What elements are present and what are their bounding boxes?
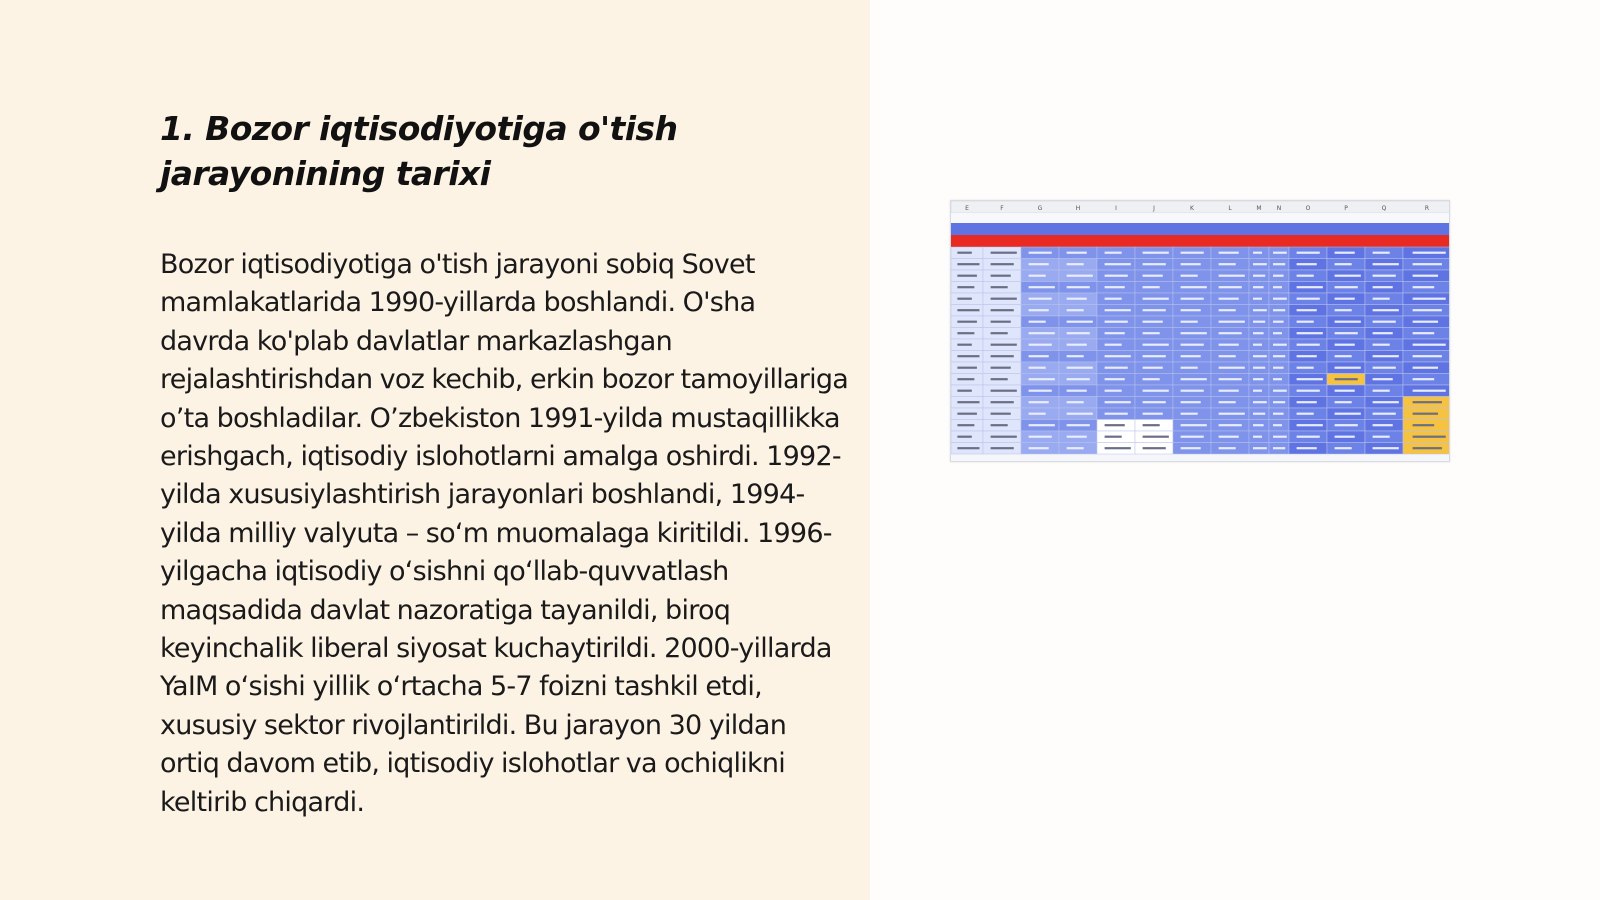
sheet-cell-value-mark xyxy=(1029,390,1052,392)
sheet-cell-value-mark xyxy=(1143,275,1163,277)
sheet-cell-value-mark xyxy=(1181,263,1201,265)
sheet-cell-value-mark xyxy=(957,275,977,277)
sheet-cell-value-mark xyxy=(1067,344,1087,346)
sheet-cell-value-mark xyxy=(1273,436,1287,438)
sheet-cell-value-mark xyxy=(1335,286,1358,288)
sheet-cell-value-mark xyxy=(1373,263,1399,265)
sheet-cell-value-mark xyxy=(1297,424,1323,426)
sheet-cell-value-mark xyxy=(1413,390,1446,392)
sheet-cell-value-mark xyxy=(1373,436,1390,438)
sheet-cell-value-mark xyxy=(957,436,971,438)
sheet-cell-value-mark xyxy=(1253,263,1267,265)
sheet-cell-value-mark xyxy=(1143,332,1160,334)
sheet-cell-value-mark xyxy=(1143,413,1163,415)
sheet-cell-value-mark xyxy=(1253,378,1264,380)
sheet-cell-value-mark xyxy=(1335,424,1358,426)
sheet-cell-value-mark xyxy=(991,263,1014,265)
sheet-cell-value-mark xyxy=(1335,436,1355,438)
sheet-column-letter: M xyxy=(1256,205,1262,212)
sheet-cell-value-mark xyxy=(1373,286,1393,288)
sheet-cell-value-mark xyxy=(1029,298,1052,300)
sheet-column-letter: P xyxy=(1344,205,1348,212)
sheet-cell-value-mark xyxy=(1335,447,1352,449)
sheet-cell-value-mark xyxy=(1273,355,1285,357)
sheet-cell-value-mark xyxy=(1105,424,1125,426)
sheet-cell-value-mark xyxy=(1335,321,1361,323)
sheet-cell-value-mark xyxy=(1413,424,1435,426)
sheet-cell-value-mark xyxy=(1181,413,1198,415)
sheet-cell-value-mark xyxy=(1181,378,1207,380)
sheet-cell-value-mark xyxy=(1335,263,1352,265)
sheet-cell-value-mark xyxy=(1143,298,1169,300)
sheet-cell-value-mark xyxy=(1105,436,1122,438)
slide-title: 1. Bozor iqtisodiyotiga o'tish jarayonining tarixi xyxy=(160,109,678,193)
sheet-cell-value-mark xyxy=(1335,367,1361,369)
sheet-cell-value-mark xyxy=(1143,436,1169,438)
sheet-cell-value-mark xyxy=(1273,332,1282,334)
sheet-cell-value-mark xyxy=(991,286,1008,288)
sheet-cell-value-mark xyxy=(1335,275,1361,277)
sheet-column-letter: L xyxy=(1228,205,1232,212)
sheet-cell-value-mark xyxy=(1067,367,1093,369)
sheet-column-letter: I xyxy=(1115,205,1117,212)
sheet-cell-value-mark xyxy=(1335,298,1355,300)
sheet-cell-value-mark xyxy=(1029,309,1049,311)
sheet-cell-value-mark xyxy=(1373,378,1393,380)
sheet-cell-value-mark xyxy=(1413,413,1438,415)
sheet-cell-value-mark xyxy=(1105,321,1128,323)
sheet-cell-value-mark xyxy=(1273,390,1287,392)
sheet-cell-value-mark xyxy=(1105,413,1128,415)
sheet-cell-value-mark xyxy=(1029,344,1052,346)
sheet-cell-value-mark xyxy=(1297,390,1320,392)
sheet-cell-value-mark xyxy=(1219,275,1245,277)
sheet-cell-value-mark xyxy=(957,390,971,392)
sheet-cell-value-mark xyxy=(1413,321,1438,323)
sheet-cell-value-mark xyxy=(1219,321,1245,323)
sheet-cell-value-mark xyxy=(957,401,979,403)
sheet-cell-value-mark xyxy=(1253,286,1264,288)
sheet-cell-value-mark xyxy=(1253,355,1267,357)
sheet-column-letter: E xyxy=(965,205,969,212)
sheet-cell-value-mark xyxy=(1273,275,1284,277)
sheet-cell-value-mark xyxy=(1219,424,1242,426)
sheet-cell-value-mark xyxy=(1413,286,1435,288)
sheet-cell-value-mark xyxy=(1335,252,1355,254)
sheet-cell-value-mark xyxy=(1335,344,1355,346)
sheet-cell-value-mark xyxy=(991,401,1014,403)
sheet-cell-value-mark xyxy=(1181,252,1204,254)
sheet-cell-value-mark xyxy=(1067,286,1090,288)
sheet-cell-value-mark xyxy=(1219,390,1239,392)
sheet-cell-value-mark xyxy=(1105,252,1122,254)
sheet-cell-value-mark xyxy=(1273,286,1282,288)
sheet-cell-value-mark xyxy=(1297,275,1314,277)
sheet-cell-value-mark xyxy=(1029,367,1046,369)
sheet-cell-value-mark xyxy=(1181,436,1204,438)
sheet-cell-value-mark xyxy=(1253,275,1265,277)
sheet-cell-value-mark xyxy=(1335,390,1355,392)
sheet-cell-value-mark xyxy=(1297,298,1320,300)
sheet-cell-value-mark xyxy=(1253,390,1262,392)
sheet-column-letter: R xyxy=(1424,205,1430,212)
sheet-cell-value-mark xyxy=(1373,275,1396,277)
spreadsheet-screenshot-image xyxy=(950,200,1450,462)
sheet-cell-value-mark xyxy=(1413,275,1438,277)
sheet-cell-value-mark xyxy=(1105,332,1125,334)
sheet-cell-value-mark xyxy=(991,447,1014,449)
sheet-cell-value-mark xyxy=(1181,332,1207,334)
sheet-cell-value-mark xyxy=(991,424,1008,426)
sheet-cell-value-mark xyxy=(1297,367,1314,369)
sheet-cell-value-mark xyxy=(991,309,1014,311)
sheet-cell-value-mark xyxy=(1273,344,1287,346)
sheet-cell-value-mark xyxy=(1181,355,1201,357)
sheet-cell-value-mark xyxy=(1143,286,1160,288)
sheet-cell-value-mark xyxy=(1181,321,1198,323)
sheet-cell-value-mark xyxy=(991,332,1008,334)
sheet-cell-value-mark xyxy=(1029,321,1046,323)
sheet-column-header-bar xyxy=(951,201,1450,213)
sheet-cell-value-mark xyxy=(1273,298,1287,300)
sheet-cell-value-mark xyxy=(1373,355,1399,357)
sheet-cell-value-mark xyxy=(1273,367,1284,369)
sheet-cell-value-mark xyxy=(1181,447,1201,449)
sheet-cell-value-mark xyxy=(1219,436,1239,438)
sheet-cell-value-mark xyxy=(957,332,974,334)
sheet-cell-value-mark xyxy=(1253,401,1267,403)
sheet-cell-value-mark xyxy=(1181,286,1207,288)
sheet-cell-value-mark xyxy=(1143,355,1166,357)
sheet-cell-value-mark xyxy=(1253,367,1265,369)
sheet-cell-value-mark xyxy=(1067,275,1093,277)
sheet-cell-value-mark xyxy=(1029,436,1052,438)
sheet-cell-value-mark xyxy=(1373,401,1399,403)
sheet-cell-value-mark xyxy=(957,298,971,300)
sheet-cell-value-mark xyxy=(1219,286,1242,288)
sheet-cell-value-mark xyxy=(1143,447,1166,449)
sheet-cell-value-mark xyxy=(991,367,1011,369)
sheet-cell-value-mark xyxy=(1181,298,1204,300)
sheet-cell-value-mark xyxy=(991,378,1008,380)
sheet-cell-value-mark xyxy=(1297,378,1323,380)
sheet-cell-value-mark xyxy=(1143,344,1169,346)
sheet-cell-value-mark xyxy=(1143,252,1169,254)
sheet-cell-value-mark xyxy=(1143,401,1166,403)
sheet-cell-value-mark xyxy=(1335,401,1352,403)
sheet-cell-value-mark xyxy=(1181,367,1198,369)
sheet-cell-value-mark xyxy=(1067,321,1093,323)
sheet-cell-value-mark xyxy=(1105,367,1128,369)
sheet-cell-value-mark xyxy=(1067,332,1090,334)
sheet-cell-value-mark xyxy=(1219,355,1236,357)
sheet-cell-value-mark xyxy=(1105,344,1122,346)
sheet-cell-value-mark xyxy=(1029,275,1046,277)
sheet-cell-value-mark xyxy=(1029,378,1055,380)
sheet-cell-value-mark xyxy=(991,390,1017,392)
sheet-cell-value-mark xyxy=(1273,401,1285,403)
sheet-cell-value-mark xyxy=(1297,436,1320,438)
sheet-cell-value-mark xyxy=(957,286,974,288)
sheet-cell-value-mark xyxy=(1219,413,1245,415)
sheet-cell-value-mark xyxy=(957,252,971,254)
sheet-cell-value-mark xyxy=(1273,447,1285,449)
sheet-cell-value-mark xyxy=(1413,344,1446,346)
sheet-cell-value-mark xyxy=(1373,252,1390,254)
sheet-cell-value-mark xyxy=(1067,378,1090,380)
sheet-column-letter: N xyxy=(1276,205,1282,212)
sheet-column-letter: Q xyxy=(1381,205,1387,212)
sheet-cell-value-mark xyxy=(1219,332,1242,334)
sheet-cell-value-mark xyxy=(957,263,979,265)
sheet-cell-value-mark xyxy=(1335,413,1361,415)
sheet-cell-value-mark xyxy=(1253,344,1262,346)
sheet-cell-value-mark xyxy=(1143,263,1166,265)
sheet-cell-value-mark xyxy=(1143,321,1163,323)
sheet-cell-value-mark xyxy=(1219,378,1242,380)
sheet-cell-value-mark xyxy=(1253,309,1267,311)
sheet-cell-value-mark xyxy=(1181,344,1204,346)
sheet-cell-value-mark xyxy=(1105,447,1131,449)
sheet-cell-value-mark xyxy=(1219,401,1236,403)
sheet-cell-value-mark xyxy=(1029,252,1052,254)
sheet-cell-value-mark xyxy=(1029,447,1049,449)
sheet-cell-value-mark xyxy=(957,309,979,311)
sheet-cell-value-mark xyxy=(991,252,1017,254)
sheet-cell-value-mark xyxy=(1373,332,1393,334)
sheet-cell-value-mark xyxy=(1029,286,1055,288)
sheet-cell-value-mark xyxy=(1029,424,1055,426)
sheet-cell-value-mark xyxy=(1413,401,1442,403)
sheet-cell-value-mark xyxy=(957,367,977,369)
sheet-cell-value-mark xyxy=(1297,252,1320,254)
sheet-cell-value-mark xyxy=(1143,367,1163,369)
sheet-cell-value-mark xyxy=(1253,298,1262,300)
sheet-cell-value-mark xyxy=(1219,263,1236,265)
sheet-cell-value-mark xyxy=(1335,355,1352,357)
sheet-cell-value-mark xyxy=(1067,355,1084,357)
sheet-cell-value-mark xyxy=(1273,321,1284,323)
sheet-cell-value-mark xyxy=(1373,309,1399,311)
sheet-column-letter: H xyxy=(1075,205,1081,212)
sheet-cell-value-mark xyxy=(957,378,974,380)
sheet-cell-value-mark xyxy=(1219,367,1245,369)
sheet-cell-value-mark xyxy=(1219,344,1239,346)
sheet-cell-value-mark xyxy=(1067,424,1090,426)
sheet-cell-value-mark xyxy=(1067,298,1087,300)
sheet-cell-value-mark xyxy=(991,413,1011,415)
sheet-cell-value-mark xyxy=(1335,378,1358,380)
sheet-cell-value-mark xyxy=(1253,447,1267,449)
sheet-cell-value-mark xyxy=(1105,263,1131,265)
sheet-cell-value-mark xyxy=(1143,378,1160,380)
sheet-cell-value-mark xyxy=(1273,413,1284,415)
sheet-cell-value-mark xyxy=(1105,355,1131,357)
sheet-cell-value-mark xyxy=(1029,413,1046,415)
sheet-cell-value-mark xyxy=(1105,275,1128,277)
sheet-cell-value-mark xyxy=(1105,390,1122,392)
sheet-cell-value-mark xyxy=(1253,424,1264,426)
sheet-cell-value-mark xyxy=(1335,332,1358,334)
sheet-cell-value-mark xyxy=(1297,413,1314,415)
sheet-cell-value-mark xyxy=(991,321,1011,323)
sheet-cell-value-mark xyxy=(1067,436,1087,438)
sheet-cell-value-mark xyxy=(957,424,974,426)
sheet-cell-value-mark xyxy=(1373,344,1390,346)
sheet-cell-value-mark xyxy=(1413,252,1446,254)
sheet-cell-value-mark xyxy=(1219,298,1239,300)
sheet-cell-value-mark xyxy=(1067,413,1093,415)
sheet-cell-value-mark xyxy=(1067,309,1084,311)
sheet-cell-value-mark xyxy=(1297,309,1317,311)
sheet-cell-value-mark xyxy=(1219,252,1239,254)
sheet-cell-value-mark xyxy=(1273,263,1285,265)
sheet-cell-value-mark xyxy=(957,344,971,346)
sheet-cell-value-mark xyxy=(1297,355,1317,357)
sheet-cell-value-mark xyxy=(1029,355,1049,357)
sheet-cell-value-mark xyxy=(1297,447,1317,449)
sheet-cell-value-mark xyxy=(1219,447,1236,449)
sheet-cell-value-mark xyxy=(1273,378,1282,380)
sheet-cell-value-mark xyxy=(1373,413,1396,415)
sheet-cell-value-mark xyxy=(1181,390,1204,392)
sheet-cell-value-mark xyxy=(1105,378,1125,380)
sheet-summary-row xyxy=(951,223,1450,235)
sheet-cell-value-mark xyxy=(1219,309,1236,311)
sheet-header-row xyxy=(951,235,1450,247)
sheet-cell-value-mark xyxy=(1181,309,1201,311)
sheet-cell-value-mark xyxy=(1253,413,1265,415)
sheet-cell-value-mark xyxy=(1335,309,1352,311)
sheet-cell-value-mark xyxy=(1413,298,1446,300)
sheet-cell-value-mark xyxy=(1105,309,1131,311)
sheet-cell-value-mark xyxy=(1181,424,1207,426)
sheet-cell-value-mark xyxy=(1181,401,1201,403)
sheet-cell-value-mark xyxy=(1067,447,1084,449)
sheet-cell-value-mark xyxy=(1413,447,1442,449)
sheet-cell-value-mark xyxy=(1413,436,1446,438)
sheet-cell-value-mark xyxy=(1413,263,1442,265)
sheet-cell-value-mark xyxy=(1143,424,1160,426)
sheet-column-letter: J xyxy=(1153,205,1155,212)
sheet-cell-value-mark xyxy=(1273,309,1285,311)
sheet-cell-value-mark xyxy=(957,355,979,357)
sheet-cell-value-mark xyxy=(1181,275,1198,277)
sheet-cell-value-mark xyxy=(1143,390,1169,392)
sheet-cell-value-mark xyxy=(1413,367,1438,369)
sheet-cell-value-mark xyxy=(957,413,977,415)
sheet-cell-value-mark xyxy=(1253,252,1262,254)
sheet-cell-value-mark xyxy=(991,275,1011,277)
sheet-cell-value-mark xyxy=(1373,447,1399,449)
sheet-cell-value-mark xyxy=(1297,286,1323,288)
sheet-cell-value-mark xyxy=(1105,286,1125,288)
sheet-cell-value-mark xyxy=(1253,436,1262,438)
sheet-cell-value-mark xyxy=(1067,252,1087,254)
sheet-cell-value-mark xyxy=(1067,401,1084,403)
sheet-cell-value-mark xyxy=(1029,263,1049,265)
sheet-cell-value-mark xyxy=(991,436,1017,438)
sheet-cell-value-mark xyxy=(1105,298,1122,300)
sheet-cell-value-mark xyxy=(1143,309,1166,311)
sheet-cell-value-mark xyxy=(1373,298,1390,300)
sheet-cell-value-mark xyxy=(1373,321,1396,323)
sheet-cell-value-mark xyxy=(1253,321,1265,323)
sheet-cell-value-mark xyxy=(1413,309,1442,311)
sheet-cell-value-mark xyxy=(1297,401,1317,403)
sheet-cell-value-mark xyxy=(1413,332,1435,334)
sheet-column-letter: K xyxy=(1190,205,1194,212)
sheet-cell-value-mark xyxy=(1297,344,1320,346)
sheet-cell-value-mark xyxy=(1067,390,1087,392)
sheet-column-letter: G xyxy=(1037,205,1043,212)
sheet-column-letter: O xyxy=(1305,205,1311,212)
sheet-cell-value-mark xyxy=(1297,263,1317,265)
slide-body-text: Bozor iqtisodiyotiga o'tish jarayoni sobiq Sovet mamlakatlarida 1990-yillarda boshlandi. O'sha davrda ko'plab davlatlar markazlashgan rejalashtirishdan voz kechib, erkin bozor tamoyillariga o’ta boshladilar. O’zbekiston 1991-yilda mustaqillikka erishgach, iqtisodiy islohotlarni amalga oshirdi. 1992-yilda xususiylashtirish jarayonlari boshlandi, 1994-yilda milliy valyuta – so‘m muomalaga kiritildi. 1996-yilgacha iqtisodiy o‘sishni qo‘llab-quvvatlash maqsadida davlat nazoratiga tayanildi, biroq keyinchalik liberal siyosat kuchaytirildi. 2000-yillarda YaIM o‘sishi yillik o‘rtacha 5-7 foizni tashkil etdi, xususiy sektor rivojlantirildi. Bu jarayon 30 yildan ortiq davom etib, iqtisodiy islohotlar va ochiqlikni keltirib chiqardi. xyxy=(160,249,849,818)
sheet-cell-value-mark xyxy=(1253,332,1264,334)
sheet-cell-value-mark xyxy=(991,298,1017,300)
sheet-cell-value-mark xyxy=(1105,401,1131,403)
sheet-cell-value-mark xyxy=(1413,378,1435,380)
sheet-cell-value-mark xyxy=(1029,401,1049,403)
sheet-cell-value-mark xyxy=(991,355,1014,357)
sheet-cell-value-mark xyxy=(1373,424,1393,426)
sheet-cell-value-mark xyxy=(1373,390,1390,392)
sheet-blank-row xyxy=(951,213,1450,223)
sheet-cell-value-mark xyxy=(1297,321,1314,323)
sheet-cell-value-mark xyxy=(957,321,977,323)
sheet-cell-value-mark xyxy=(1297,332,1323,334)
sheet-cell-value-mark xyxy=(1067,263,1084,265)
sheet-cell-value-mark xyxy=(1373,367,1396,369)
sheet-cell-value-mark xyxy=(1273,252,1287,254)
sheet-cell-value-mark xyxy=(1413,355,1442,357)
spreadsheet-graphic xyxy=(951,201,1450,462)
sheet-cell-value-mark xyxy=(1029,332,1055,334)
sheet-cell-value-mark xyxy=(991,344,1017,346)
sheet-cell-value-mark xyxy=(1273,424,1282,426)
sheet-cell-value-mark xyxy=(957,447,979,449)
sheet-column-letter: F xyxy=(1000,205,1004,212)
